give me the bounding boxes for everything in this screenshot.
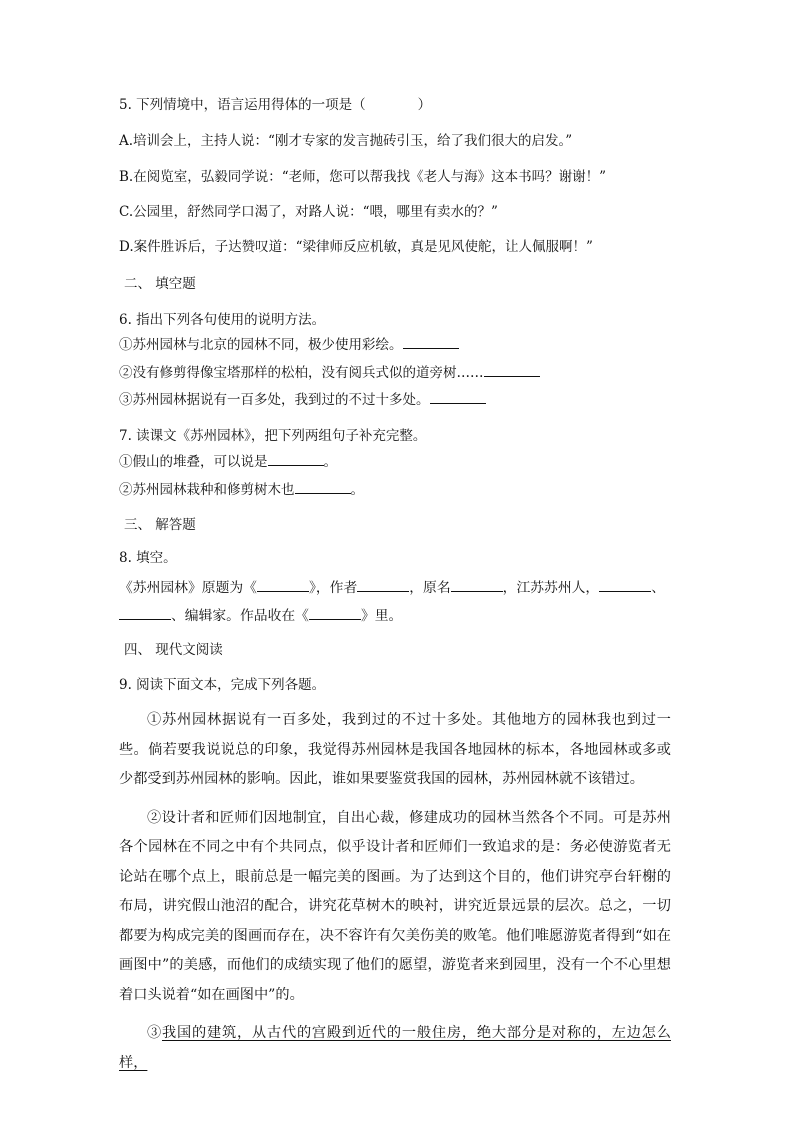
answer-blank[interactable] — [484, 363, 540, 377]
answer-blank[interactable] — [309, 606, 361, 620]
passage-paragraph-2: ②设计者和匠师们因地制宜，自出心裁，修建成功的园林当然各个不同。可是苏州各个园林在不同之中有个共同点，似乎设计者和匠师们一致追求的是：务必使游览者无论站在哪个点上，眼前总是一幅完美的图画。为了达到这个目的，他们讲究亭台轩榭的布局，讲究假山池沼的配合，讲究花草树木的映衬，讲究近景远景的层次。总之，一切都要为构成完美的图画而存在，决不容许有欠美伤美的败笔。他们唯愿游览者得到“如在画图中”的美感，而他们的成绩实现了他们的愿望，游览者来到园里，没有一个不心里想着口头说着“如在画图中”的。 — [119, 809, 671, 1003]
answer-blank[interactable] — [257, 578, 309, 592]
answer-blank[interactable] — [430, 390, 486, 404]
q5-option-a: A.培训会上，主持人说：“刚才专家的发言抛砖引玉，给了我们很大的启发。” — [119, 133, 573, 149]
q7-item-2: ②苏州园林栽种和修剪树木也 。 — [119, 482, 364, 498]
underlined-sentence: 我国的建筑，从古代的宫殿到近代的一般住房，绝大部分是对称的，左边怎么样， — [119, 1025, 671, 1071]
q8-stem: 8. 填空。 — [119, 550, 177, 566]
q7-item-1: ①假山的堆叠，可以说是 。 — [119, 454, 337, 470]
answer-blank[interactable] — [451, 578, 503, 592]
q8-line-1: 《苏州园林》原题为《 》，作者 ，原名 ，江苏苏州人， 、 — [119, 580, 666, 596]
q5-option-c: C.公园里，舒然同学口渴了，对路人说：“喂，哪里有卖水的？” — [119, 204, 498, 220]
q5-stem: 5. 下列情境中，语言运用得体的一项是（ ） — [119, 97, 432, 113]
answer-blank[interactable] — [295, 480, 351, 494]
answer-blank[interactable] — [268, 452, 324, 466]
passage-paragraph-1: ①苏州园林据说有一百多处，我到过的不过十多处。其他地方的园林我也到过一些。倘若要我说说总的印象，我觉得苏州园林是我国各地园林的标本，各地园林或多或少都受到苏州园林的影响。因此，谁如果要鉴赏我国的园林，苏州园林就不该错过。 — [119, 712, 671, 787]
answer-blank[interactable] — [403, 335, 459, 349]
answer-blank[interactable] — [599, 578, 651, 592]
answer-blank[interactable] — [119, 606, 171, 620]
q8-line-2: 、编辑家。作品收在《 》里。 — [119, 606, 402, 625]
q6-item-3: ③苏州园林据说有一百多处，我到过的不过十多处。 — [119, 390, 486, 409]
q9-stem: 9. 阅读下面文本，完成下列各题。 — [119, 677, 326, 693]
reading-passage — [119, 706, 671, 1078]
q6-item-1: ①苏州园林与北京的园林不同，极少使用彩绘。 — [119, 335, 459, 354]
section-heading-2: 二、 填空题 — [124, 276, 196, 292]
section-heading-4: 四、 现代文阅读 — [124, 642, 223, 658]
passage-paragraph-3: ③我国的建筑，从古代的宫殿到近代的一般住房，绝大部分是对称的，左边怎么样， — [119, 1025, 671, 1071]
q7-stem: 7. 读课文《苏州园林》，把下列两组句子补充完整。 — [119, 428, 427, 444]
q6-item-2: ②没有修剪得像宝塔那样的松柏，没有阅兵式似的道旁树…… — [119, 363, 540, 382]
q5-paren-space — [366, 96, 418, 109]
answer-blank[interactable] — [357, 578, 409, 592]
q6-stem: 6. 指出下列各句使用的说明方法。 — [119, 312, 326, 328]
q5-option-d: D.案件胜诉后，子达赞叹道：“梁律师反应机敏，真是见风使舵，让人佩服啊！” — [119, 239, 593, 255]
q5-option-b: B.在阅览室，弘毅同学说：“老师，您可以帮我找《老人与海》这本书吗？谢谢！” — [119, 169, 607, 185]
section-heading-3: 三、 解答题 — [124, 517, 196, 533]
